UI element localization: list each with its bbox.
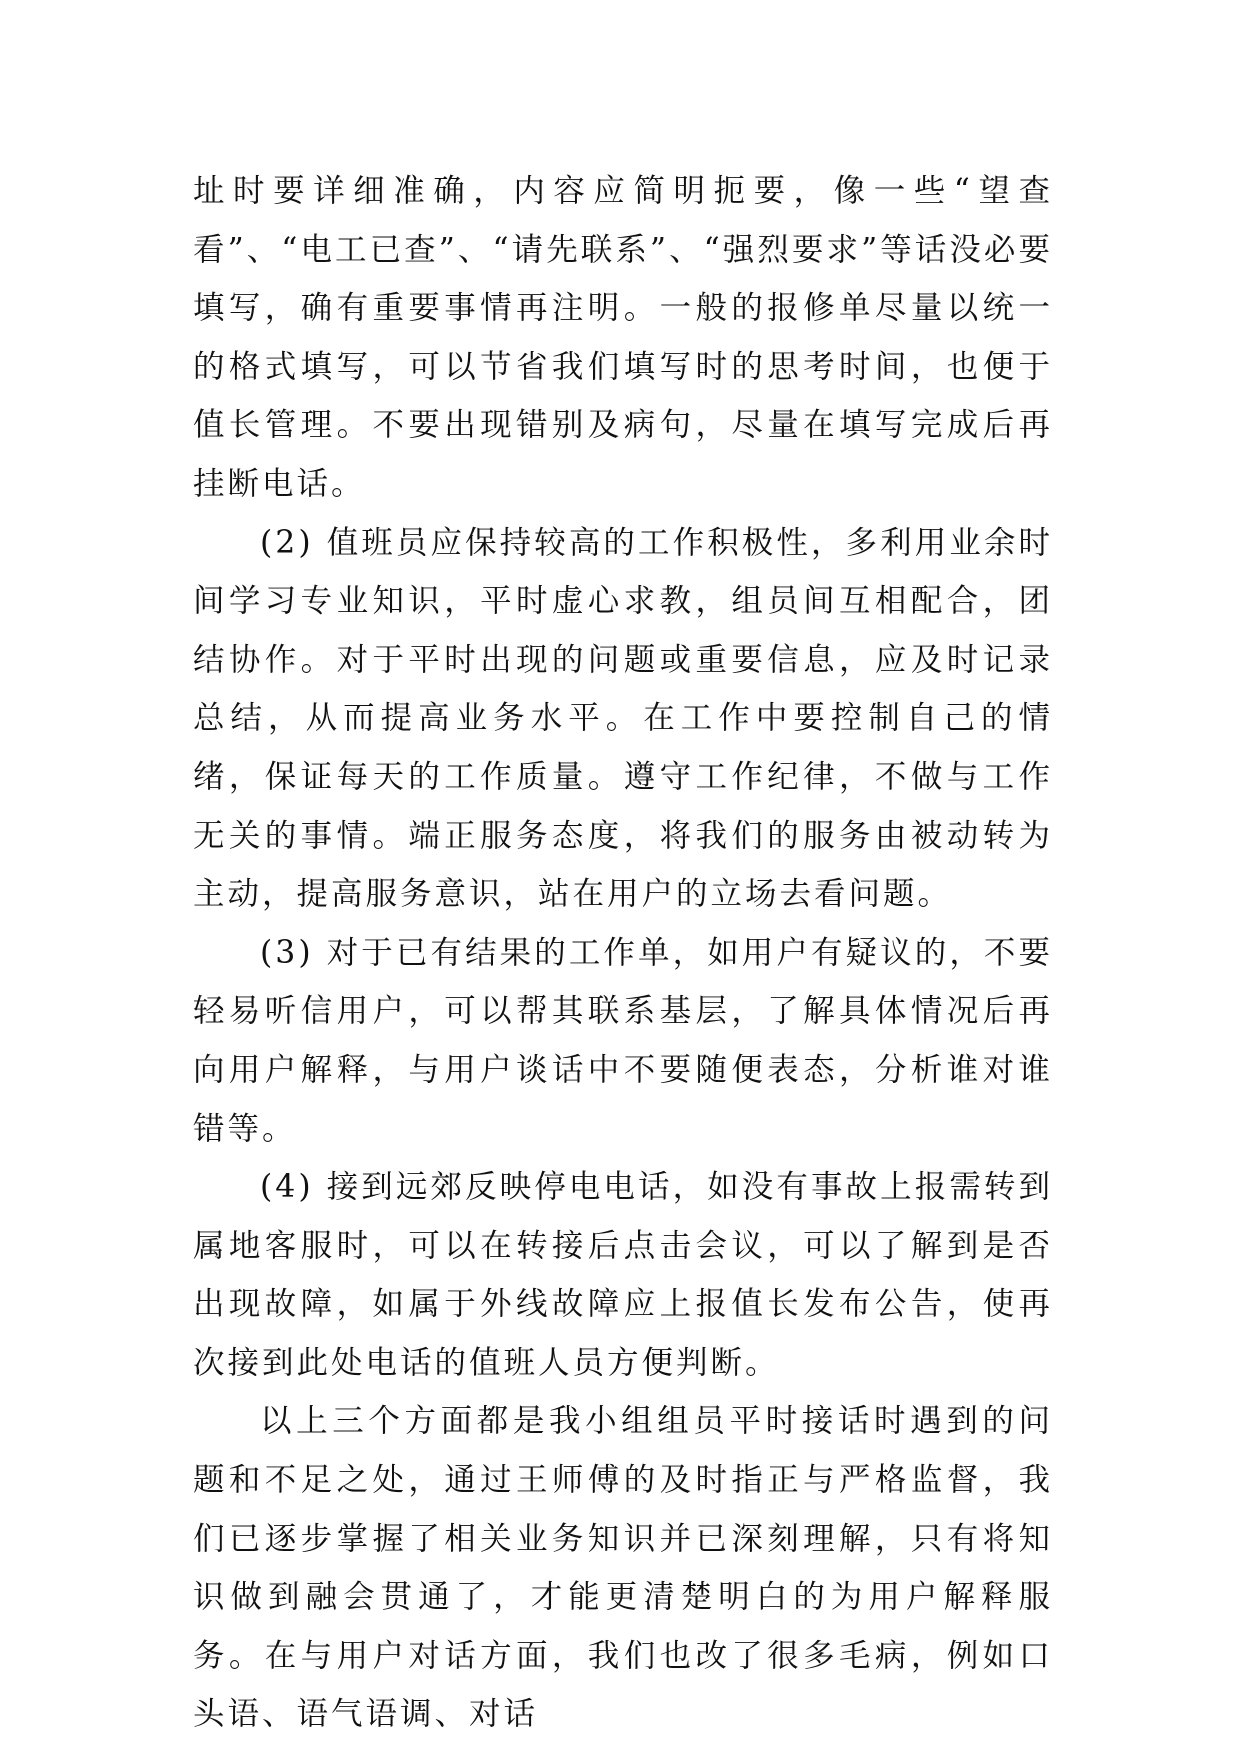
paragraph-4: (4) 接到远郊反映停电电话，如没有事故上报需转到属地客服时，可以在转接后点击会议，可以了解到是否出现故障，如属于外线故障应上报值长发布公告，使再次接到此处电话的值班人员方便判断。 bbox=[193, 1169, 1053, 1381]
document-body bbox=[193, 162, 1053, 1744]
paragraph-1: 址时要详细准确，内容应简明扼要，像一些“望查看”、“电工已查”、“请先联系”、“强烈要求”等话没必要填写，确有重要事情再注明。一般的报修单尽量以统一的格式填写，可以节省我们填写时的思考时间，也便于值长管理。不要出现错别及病句，尽量在填写完成后再挂断电话。 bbox=[193, 173, 1053, 502]
paragraph-2: (2) 值班员应保持较高的工作积极性，多利用业余时间学习专业知识，平时虚心求教，组员间互相配合，团结协作。对于平时出现的问题或重要信息，应及时记录总结，从而提高业务水平。在工作中要控制自己的情绪，保证每天的工作质量。遵守工作纪律，不做与工作无关的事情。端正服务态度，将我们的服务由被动转为主动，提高服务意识，站在用户的立场去看问题。 bbox=[193, 524, 1053, 913]
paragraph-3: (3) 对于已有结果的工作单，如用户有疑议的，不要轻易听信用户，可以帮其联系基层，了解具体情况后再向用户解释，与用户谈话中不要随便表态，分析谁对谁错等。 bbox=[193, 934, 1053, 1147]
paragraph-5: 以上三个方面都是我小组组员平时接话时遇到的问题和不足之处，通过王师傅的及时指正与严格监督，我们已逐步掌握了相关业务知识并已深刻理解，只有将知识做到融会贯通了，才能更清楚明白的为用户解释服务。在与用户对话方面，我们也改了很多毛病，例如口头语、语气语调、对话 bbox=[193, 1403, 1053, 1733]
